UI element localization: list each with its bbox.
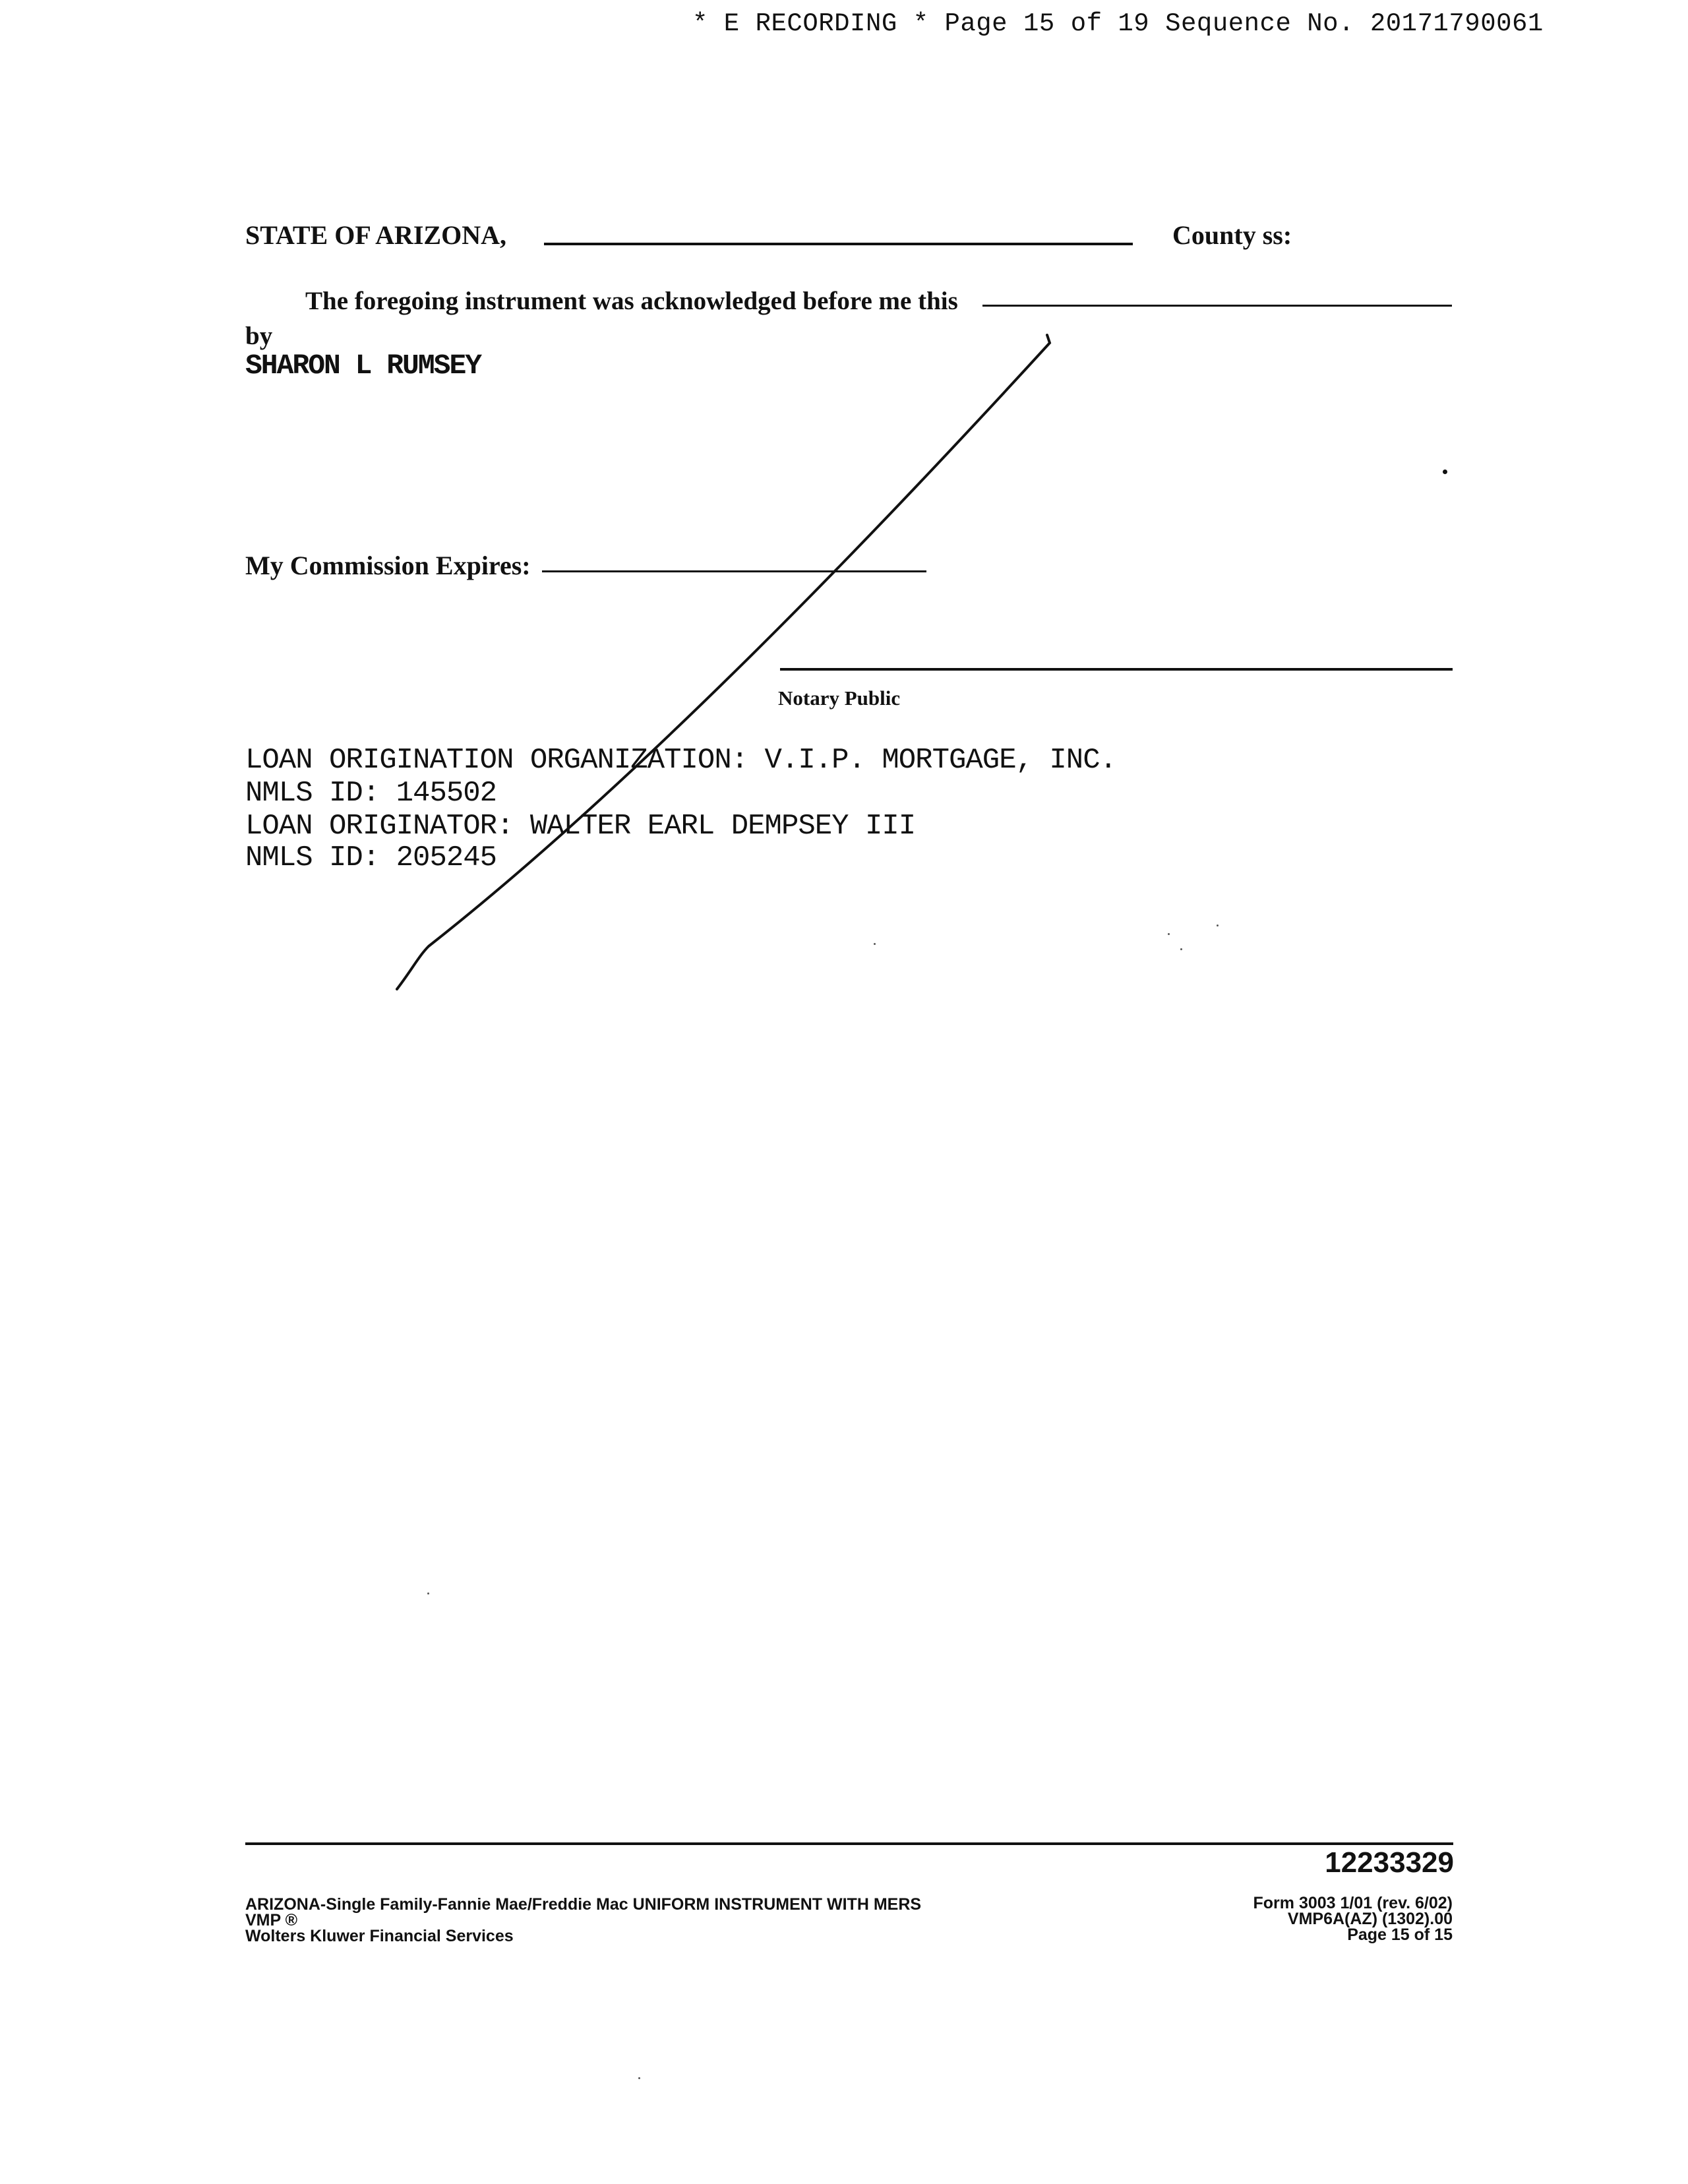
loan-originator: LOAN ORIGINATOR: WALTER EARL DEMPSEY III [245,810,916,843]
recording-stamp: * E RECORDING * Page 15 of 19 Sequence No. 20171790061 [692,9,1544,38]
commission-blank-line [542,570,926,572]
publisher: Wolters Kluwer Financial Services [245,1927,514,1945]
loan-origination-organization: LOAN ORIGINATION ORGANIZATION: V.I.P. MORTGAGE, INC. [245,744,1117,777]
signer-name: SHARON L RUMSEY [245,349,481,382]
scan-speck [874,943,876,945]
loan-number: 12233329 [1325,1846,1454,1879]
commission-expires-label: My Commission Expires: [245,551,531,580]
date-blank-line [982,305,1452,307]
by-label: by [245,322,273,350]
organization-nmls-id: NMLS ID: 145502 [245,777,497,810]
state-label: STATE OF ARIZONA, [245,220,506,250]
originator-nmls-id: NMLS ID: 205245 [245,841,497,874]
footer-rule [245,1842,1453,1845]
acknowledgment-statement: The foregoing instrument was acknowledged before me this [305,287,958,315]
vmp-label: VMP ® [245,1911,298,1929]
scan-speck [1443,470,1447,474]
county-blank-line [544,243,1133,245]
county-label: County ss: [1172,220,1292,250]
notary-signature-line [780,668,1453,671]
scan-speck [1168,933,1170,935]
scan-speck [1180,948,1182,950]
page-count: Page 15 of 15 [1347,1926,1453,1944]
form-code: VMP6A(AZ) (1302).00 [1287,1910,1453,1928]
form-number: Form 3003 1/01 (rev. 6/02) [1253,1894,1453,1912]
form-title: ARIZONA-Single Family-Fannie Mae/Freddie Mac UNIFORM INSTRUMENT WITH MERS [245,1895,922,1914]
scan-speck [427,1592,429,1594]
scan-speck [638,2077,640,2079]
scan-speck [1217,925,1219,926]
notary-public-label: Notary Public [778,686,901,710]
